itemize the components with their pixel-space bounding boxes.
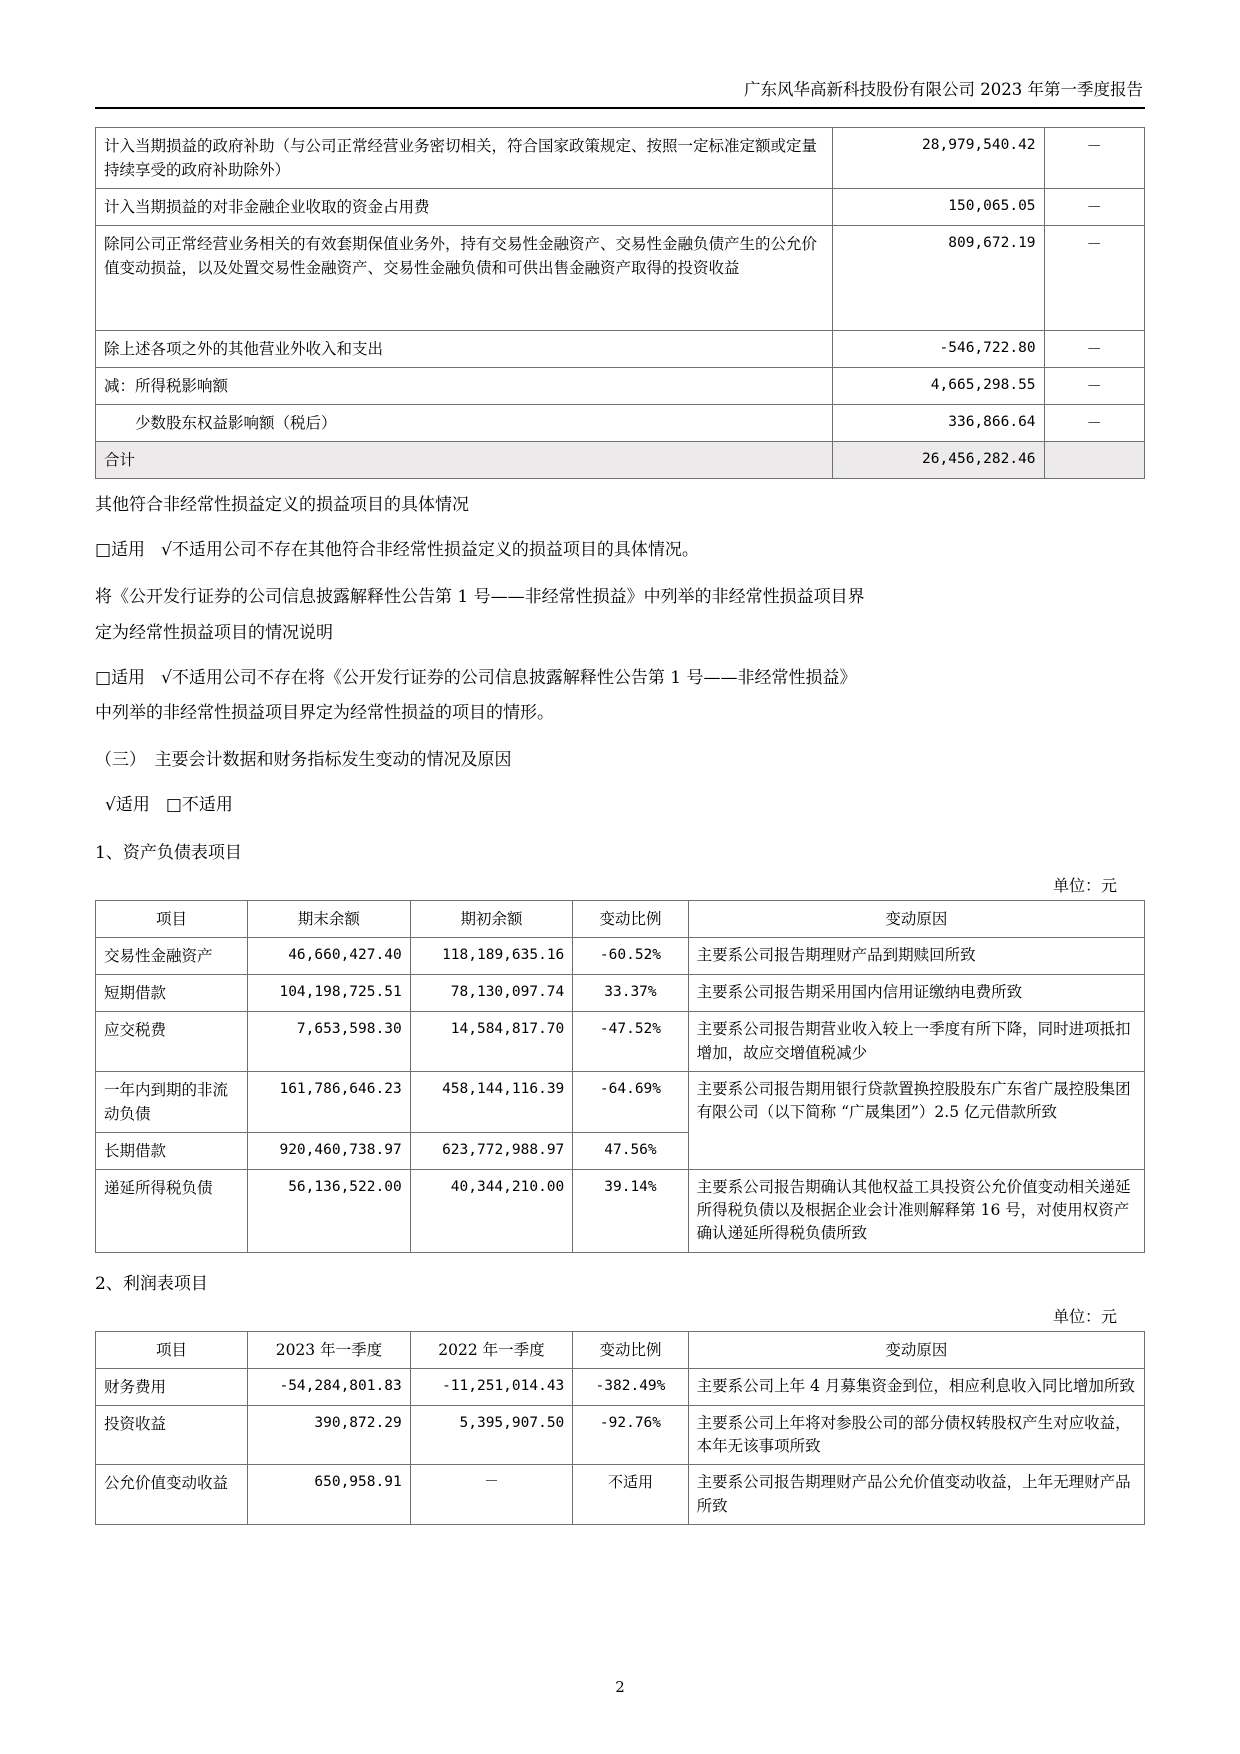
explanation-heading-line2: 定为经常性损益项目的情况说明 — [95, 622, 333, 643]
cell-note — [1044, 442, 1144, 479]
cell-desc: 计入当期损益的对非金融企业收取的资金占用费 — [96, 189, 833, 226]
cell-item: 财务费用 — [96, 1368, 248, 1405]
cell-amount: 28,979,540.42 — [832, 128, 1044, 189]
cell-desc: 少数股东权益影响额（税后） — [96, 405, 833, 442]
table-row — [96, 1071, 1145, 1132]
table-header-row — [96, 1331, 1145, 1368]
table-row — [96, 189, 1145, 226]
cell-reason: 主要系公司报告期采用国内信用证缴纳电费所致 — [688, 975, 1144, 1012]
column-header-change-ratio: 变动比例 — [573, 901, 688, 938]
cell-amount: 26,456,282.46 — [832, 442, 1044, 479]
table-row — [96, 128, 1145, 189]
cell-begin-balance: 118,189,635.16 — [410, 938, 573, 975]
cell-change-ratio: 33.37% — [573, 975, 688, 1012]
column-header-change-ratio: 变动比例 — [573, 1331, 688, 1368]
balance-sheet-table-head — [96, 901, 1145, 938]
column-header-current-period: 2023 年一季度 — [248, 1331, 411, 1368]
cell-desc: 除同公司正常经营业务相关的有效套期保值业务外，持有交易性金融资产、交易性金融负债产生的公允价值变动损益，以及处置交易性金融资产、交易性金融负债和可供出售金融资产取得的投资收益 — [96, 226, 833, 331]
cell-change-ratio: 不适用 — [573, 1465, 688, 1525]
cell-begin-balance: 458,144,116.39 — [410, 1071, 573, 1132]
non-recurring-table-body — [96, 128, 1145, 479]
applicability-note-line2: 中列举的非经常性损益项目界定为经常性损益的项目的情形。 — [95, 702, 554, 723]
cell-item: 投资收益 — [96, 1405, 248, 1465]
table-row — [96, 405, 1145, 442]
cell-reason: 主要系公司上年 4 月募集资金到位，相应利息收入同比增加所致 — [688, 1368, 1144, 1405]
table-row — [96, 226, 1145, 331]
column-header-item: 项目 — [96, 1331, 248, 1368]
column-header-item: 项目 — [96, 901, 248, 938]
table-row — [96, 1368, 1145, 1405]
cell-change-ratio: -64.69% — [573, 1071, 688, 1132]
table-row — [96, 331, 1145, 368]
cell-end-balance: 920,460,738.97 — [248, 1132, 411, 1169]
column-header-begin-balance: 期初余额 — [410, 901, 573, 938]
table-row — [96, 1012, 1145, 1072]
cell-begin-balance: 623,772,988.97 — [410, 1132, 573, 1169]
not-applicable-label: 不适用 — [181, 795, 233, 816]
non-recurring-items-table — [95, 127, 1145, 479]
cell-end-balance: 161,786,646.23 — [248, 1071, 411, 1132]
cell-current-period: 390,872.29 — [248, 1405, 411, 1465]
checkbox-unchecked-icon: □ — [95, 540, 112, 561]
table-row — [96, 1465, 1145, 1525]
applicable-label: 适用 — [115, 795, 150, 816]
table-row — [96, 1405, 1145, 1465]
column-header-end-balance: 期末余额 — [248, 901, 411, 938]
cell-reason: 主要系公司报告期营业收入较上一季度有所下降，同时进项抵扣增加，故应交增值税减少 — [688, 1012, 1144, 1072]
cell-item: 递延所得税负债 — [96, 1169, 248, 1252]
income-statement-items-table — [95, 1331, 1145, 1525]
applicability-line-1 — [95, 534, 1145, 567]
cell-change-ratio: -92.76% — [573, 1405, 688, 1465]
cell-note: － — [1044, 226, 1144, 331]
cell-item: 应交税费 — [96, 1012, 248, 1072]
cell-item: 一年内到期的非流动负债 — [96, 1071, 248, 1132]
cell-current-period: -54,284,801.83 — [248, 1368, 411, 1405]
subsection-title-1: 1、资产负债表项目 — [95, 843, 242, 864]
column-header-reason: 变动原因 — [688, 901, 1144, 938]
header-rule — [95, 107, 1145, 109]
cell-desc: 计入当期损益的政府补助（与公司正常经营业务密切相关，符合国家政策规定、按照一定标准定额或定量持续享受的政府补助除外） — [96, 128, 833, 189]
applicability-note: 公司不存在其他符合非经常性损益定义的损益项目的具体情况。 — [222, 540, 699, 561]
cell-reason: 主要系公司报告期用银行贷款置换控股股东广东省广晟控股集团有限公司（以下简称 “广晟集团”）2.5 亿元借款所致 — [688, 1071, 1144, 1169]
cell-begin-balance: 14,584,817.70 — [410, 1012, 573, 1072]
cell-amount: 809,672.19 — [832, 226, 1044, 331]
cell-reason: 主要系公司报告期理财产品公允价值变动收益，上年无理财产品所致 — [688, 1465, 1144, 1525]
cell-item: 长期借款 — [96, 1132, 248, 1169]
checkmark-icon: √ — [105, 795, 116, 816]
cell-change-ratio: 47.56% — [573, 1132, 688, 1169]
cell-end-balance: 46,660,427.40 — [248, 938, 411, 975]
cell-note: － — [1044, 331, 1144, 368]
explanation-heading-line1: 将《公开发行证券的公司信息披露解释性公告第 1 号——非经常性损益》中列举的非经常性损益项目界 — [95, 587, 865, 608]
not-applicable-label: 不适用 — [171, 540, 223, 561]
cell-reason: 主要系公司报告期确认其他权益工具投资公允价值变动相关递延所得税负债以及根据企业会计准则解释第 16 号，对使用权资产确认递延所得税负债所致 — [688, 1169, 1144, 1252]
income-statement-table-body — [96, 1368, 1145, 1524]
column-header-reason: 变动原因 — [688, 1331, 1144, 1368]
cell-change-ratio: 39.14% — [573, 1169, 688, 1252]
checkbox-unchecked-icon: □ — [95, 667, 112, 688]
checkmark-icon: √ — [161, 667, 172, 688]
cell-amount: 150,065.05 — [832, 189, 1044, 226]
cell-current-period: 650,958.91 — [248, 1465, 411, 1525]
cell-end-balance: 7,653,598.30 — [248, 1012, 411, 1072]
cell-change-ratio: -60.52% — [573, 938, 688, 975]
cell-begin-balance: 40,344,210.00 — [410, 1169, 573, 1252]
unit-label-2: 单位：元 — [1052, 1306, 1117, 1326]
applicable-label: 适用 — [111, 667, 146, 688]
cell-desc: 除上述各项之外的其他营业外收入和支出 — [96, 331, 833, 368]
checkmark-icon: √ — [161, 540, 172, 561]
cell-reason: 主要系公司报告期理财产品到期赎回所致 — [688, 938, 1144, 975]
balance-sheet-table-body — [96, 938, 1145, 1253]
cell-desc: 减：所得税影响额 — [96, 368, 833, 405]
cell-amount: 336,866.64 — [832, 405, 1044, 442]
table-header-row — [96, 901, 1145, 938]
cell-item: 公允价值变动收益 — [96, 1465, 248, 1525]
other-items-heading: 其他符合非经常性损益定义的损益项目的具体情况 — [95, 495, 469, 516]
column-header-previous-period: 2022 年一季度 — [410, 1331, 573, 1368]
cell-previous-period: -11,251,014.43 — [410, 1368, 573, 1405]
cell-note: － — [1044, 368, 1144, 405]
cell-item: 交易性金融资产 — [96, 938, 248, 975]
applicability-note-line1: 公司不存在将《公开发行证券的公司信息披露解释性公告第 1 号——非经常性损益》 — [222, 667, 857, 688]
cell-begin-balance: 78,130,097.74 — [410, 975, 573, 1012]
subsection-title-2: 2、利润表项目 — [95, 1273, 208, 1294]
unit-label-1: 单位：元 — [1052, 876, 1117, 896]
cell-amount: -546,722.80 — [832, 331, 1044, 368]
cell-note: － — [1044, 405, 1144, 442]
cell-change-ratio: -382.49% — [573, 1368, 688, 1405]
page-header: 广东风华高新科技股份有限公司 2023 年第一季度报告 — [744, 80, 1143, 99]
page-number: 2 — [615, 1678, 625, 1696]
applicability-line-2 — [95, 662, 1145, 695]
table-row — [96, 938, 1145, 975]
section-heading-3: （三） 主要会计数据和财务指标发生变动的情况及原因 — [95, 750, 512, 771]
cell-previous-period: － — [410, 1465, 573, 1525]
table-row-total — [96, 442, 1145, 479]
cell-note: － — [1044, 189, 1144, 226]
table-row — [96, 368, 1145, 405]
applicable-label: 适用 — [111, 540, 146, 561]
cell-item: 短期借款 — [96, 975, 248, 1012]
cell-end-balance: 56,136,522.00 — [248, 1169, 411, 1252]
checkbox-unchecked-icon: □ — [165, 795, 182, 816]
cell-change-ratio: -47.52% — [573, 1012, 688, 1072]
not-applicable-label: 不适用 — [171, 667, 223, 688]
cell-note: － — [1044, 128, 1144, 189]
balance-sheet-items-table — [95, 900, 1145, 1253]
cell-reason: 主要系公司上年将对参股公司的部分债权转股权产生对应收益，本年无该事项所致 — [688, 1405, 1144, 1465]
income-statement-table-head — [96, 1331, 1145, 1368]
cell-desc: 合计 — [96, 442, 833, 479]
applicability-line-3 — [95, 789, 1145, 822]
table-row — [96, 975, 1145, 1012]
cell-previous-period: 5,395,907.50 — [410, 1405, 573, 1465]
cell-amount: 4,665,298.55 — [832, 368, 1044, 405]
table-row — [96, 1169, 1145, 1252]
cell-end-balance: 104,198,725.51 — [248, 975, 411, 1012]
